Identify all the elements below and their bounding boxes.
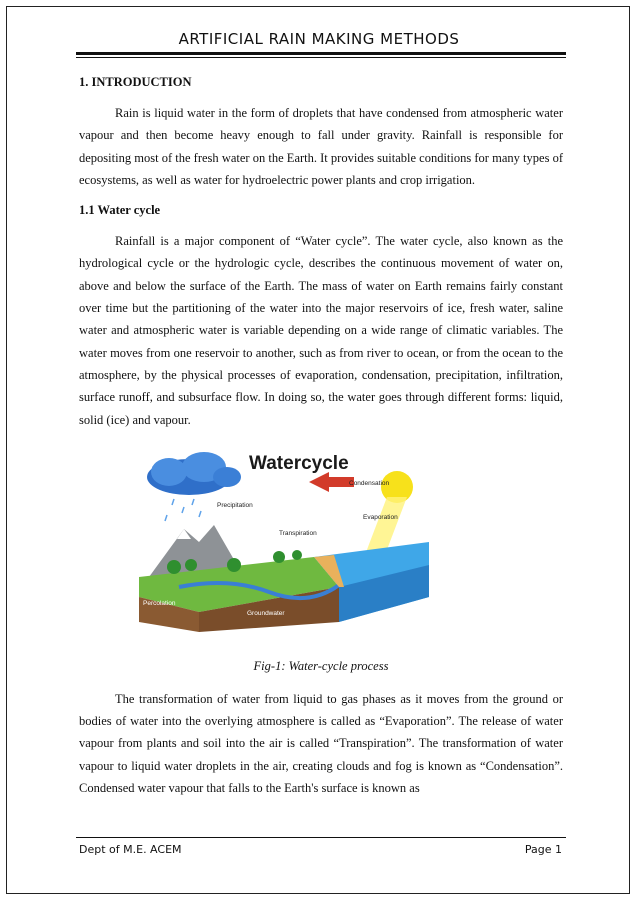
water-cycle-paragraph: Rainfall is a major component of “Water cycle”. The water cycle, also known as the hydrological cycle or the hydrologic cycle, describes the continuous movement of water on, above and below the surface of the Earth. The mass of water on Earth remains fairly constant over time but the partitioning of the water into the major reservoirs of ice, fresh water, saline water and atmospheric water is variable depending on a wide range of climatic variables. The water moves from one reservoir to another, such as from river to ocean, or from the ocean to the atmosphere, by the physical processes of evaporation, condensation, precipitation, infiltration, surface runoff, and subsurface flow. In doing so, the water goes through different forms: liquid, solid (ice) and vapour. (79, 234, 563, 427)
evaporation-paragraph: The transformation of water from liquid to gas phases as it moves from the ground or bodies of water into the overlying atmosphere is called as “Evaporation”. The release of water vapour from plants and soil into the air is called “Transpiration”. The transformation of water vapour to liquid water droplets in the air, creating clouds and fog is known as “Condensation”. Condensed water vapour that falls to the Earth's surface is known as (79, 691, 563, 796)
introduction-paragraph: Rain is liquid water in the form of droplets that have condensed from atmospheric water vapour and then become heavy enough to fall under gravity. Rainfall is responsible for depositing most of the fresh water on the Earth. It provides suitable conditions for many types of ecosystems, as well as water for hydroelectric power plants and crop irrigation. (79, 106, 563, 187)
water-cycle-figure (79, 447, 563, 637)
footer-page-number: Page 1 (524, 843, 562, 856)
figure-caption: Fig-1: Water-cycle process (253, 658, 389, 673)
introduction-heading: 1. INTRODUCTION (79, 75, 192, 89)
label-groundwater: Groundwater (247, 609, 285, 617)
document-body (79, 75, 563, 799)
header-rule-thick (76, 52, 566, 55)
page-header-title: ARTIFICIAL RAIN MAKING METHODS (178, 30, 460, 48)
label-evaporation: Evaporation (363, 513, 398, 521)
label-condensation: Condensation (349, 479, 390, 487)
label-precipitation: Precipitation (217, 501, 253, 509)
label-transpiration: Transpiration (279, 529, 317, 537)
header-rule-thin (76, 57, 566, 58)
water-cycle-heading: 1.1 Water cycle (79, 203, 161, 218)
figure-title: Watercycle (249, 452, 349, 474)
label-percolation: Percolation (143, 599, 176, 607)
water-cycle-illustration (139, 447, 429, 632)
footer-rule (76, 837, 566, 838)
footer-department: Dept of M.E. ACEM (79, 843, 182, 856)
